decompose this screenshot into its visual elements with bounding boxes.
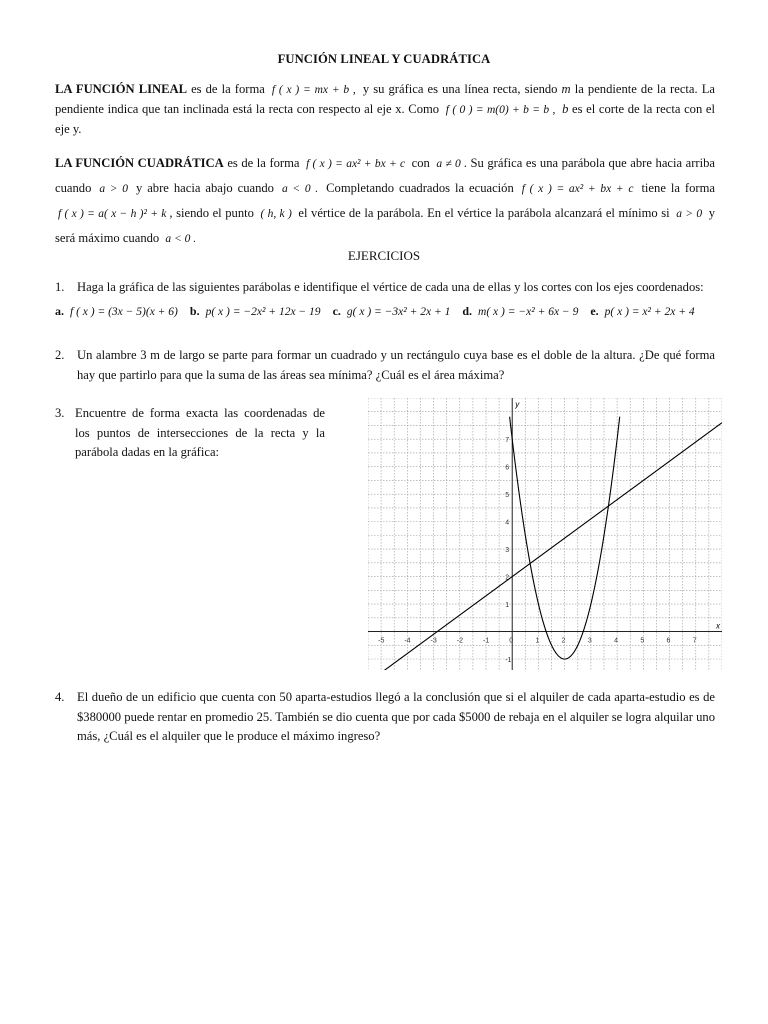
x-tick-label: 6 [666,637,671,645]
x-tick-label: -5 [378,637,385,645]
page-title: FUNCIÓN LINEAL Y CUADRÁTICA [277,52,491,66]
linear-text-2: y su gráfica es una línea recta, siendo [362,82,558,96]
y-tick-label: -1 [505,657,512,665]
exercise-text: Encuentre de forma exacta las coordenadas de los puntos de intersecciones de la recta y la parábola dadas en la gráfica: [75,406,325,460]
linear-function-paragraph [55,80,715,139]
x-tick-label: 4 [614,637,619,645]
exercise-2 [55,346,715,385]
y-tick-label: 5 [505,492,510,500]
y-tick-label: 4 [505,519,510,527]
quadratic-formula-6: f ( x ) = a( x − h )² + k [58,208,167,220]
y-tick-label: 7 [505,437,510,445]
quadratic-function-paragraph [55,151,715,251]
quadratic-formula-7: ( h, k ) [260,208,292,220]
y-axis-label: y [515,400,520,409]
quadratic-formula-4: a < 0 . [281,183,319,195]
quadratic-text-1: es de la forma [227,156,300,170]
part-expression: p( x ) = −2x² + 12x − 19 [205,305,321,318]
quadratic-formula-3: a > 0 [99,183,128,195]
x-axis-label: x [716,621,720,631]
y-tick-label: 6 [505,464,510,472]
exercise-number: 4. [55,690,65,704]
linear-text-4: es el corte de la recta con el eje y. [55,101,716,136]
linear-formula-1: f ( x ) = mx + b , [271,84,356,96]
y-tick-label: 3 [505,547,510,555]
quadratic-text-5: Completando cuadrados la ecuación [326,181,514,195]
exercise-text: El dueño de un edificio que cuenta con 50 aparta-estudios llegó a la conclusión que si el alquiler de cada aparta-estudio es de $380000 puede rentar en promedio 25. También se dio cuenta que por cada $5000 de rebaja en el alquiler se logra alquilar uno más, ¿Cuál es el alquiler que le produce el máximo ingreso? [77,690,715,744]
part-expression: p( x ) = x² + 2x + 4 [604,305,695,318]
y-tick-label: 2 [505,574,510,582]
x-tick-label: 0 [509,637,514,645]
exercise-4 [55,688,715,747]
line-parabola-graph [368,398,722,670]
part-label: b. [189,303,200,318]
exercise-text: Un alambre 3 m de largo se parte para formar un cuadrado y un rectángulo cuya base es el doble de la altura. ¿De qué forma hay que partirlo para que la suma de las áreas sea mínima? ¿Cuál es el área máxima? [77,348,715,382]
quadratic-text-3: . Su gráfica es una parábola que abre hacia arriba cuando [55,156,715,195]
exercise-1-parts [55,302,715,322]
linear-text-3: la pendiente de la recta. La pendiente indica que tan inclinada está la recta con respecto al eje x. Como [55,82,715,116]
part-expression: g( x ) = −3x² + 2x + 1 [346,305,451,318]
quadratic-formula-1: f ( x ) = ax² + bx + c [306,158,406,170]
quadratic-formula-9: a < 0 . [165,233,197,245]
x-tick-label: 1 [535,637,540,645]
x-tick-label: 5 [640,637,645,645]
x-tick-label: -2 [456,637,464,645]
quadratic-text-9: y será máximo cuando [55,206,715,245]
quadratic-text-4: y abre hacia abajo cuando [135,181,274,195]
exercises-heading: EJERCICIOS [347,248,421,263]
quadratic-text-2: con [411,156,430,170]
linear-formula-2: f ( 0 ) = m(0) + b = b , [445,103,556,116]
part-label: a. [55,303,64,318]
part-label: d. [462,303,473,318]
line-series [368,423,722,670]
exercise-number: 1. [55,280,65,294]
exercise-1 [55,278,715,321]
quadratic-formula-2: a ≠ 0 [436,158,461,170]
linear-text-1: es de la forma [191,82,265,96]
quadratic-formula-5: f ( x ) = ax² + bx + c [521,183,634,195]
exercise-number: 3. [55,406,65,420]
y-tick-label: 1 [505,602,510,610]
x-tick-label: 7 [692,637,697,645]
exercise-number: 2. [55,348,65,362]
exercise-3 [55,404,325,463]
exercise-text: Haga la gráfica de las siguientes parábolas e identifique el vértice de cada una de ellas y los cortes con los ejes coordenados: [77,280,704,294]
quadratic-formula-8: a > 0 [676,208,703,220]
quadratic-text-6: tiene la forma [641,181,715,195]
x-tick-label: -3 [430,637,437,645]
part-label: e. [590,303,599,318]
quadratic-text-7: , siendo el punto [169,206,254,220]
part-expression: m( x ) = −x² + 6x − 9 [478,305,579,318]
quadratic-lead: LA FUNCIÓN CUADRÁTICA [55,156,224,170]
linear-m-symbol: m [561,82,571,96]
part-expression: f ( x ) = (3x − 5)(x + 6) [70,305,178,318]
x-tick-label: 3 [587,637,592,645]
part-label: c. [332,303,341,318]
x-tick-label: -1 [483,637,490,645]
linear-b-symbol: b [562,101,569,116]
linear-lead: LA FUNCIÓN LINEAL [55,82,187,96]
quadratic-text-8: el vértice de la parábola. En el vértice la parábola alcanzará el mínimo si [298,206,670,220]
x-tick-label: 2 [561,637,566,645]
x-tick-label: -4 [404,637,411,645]
